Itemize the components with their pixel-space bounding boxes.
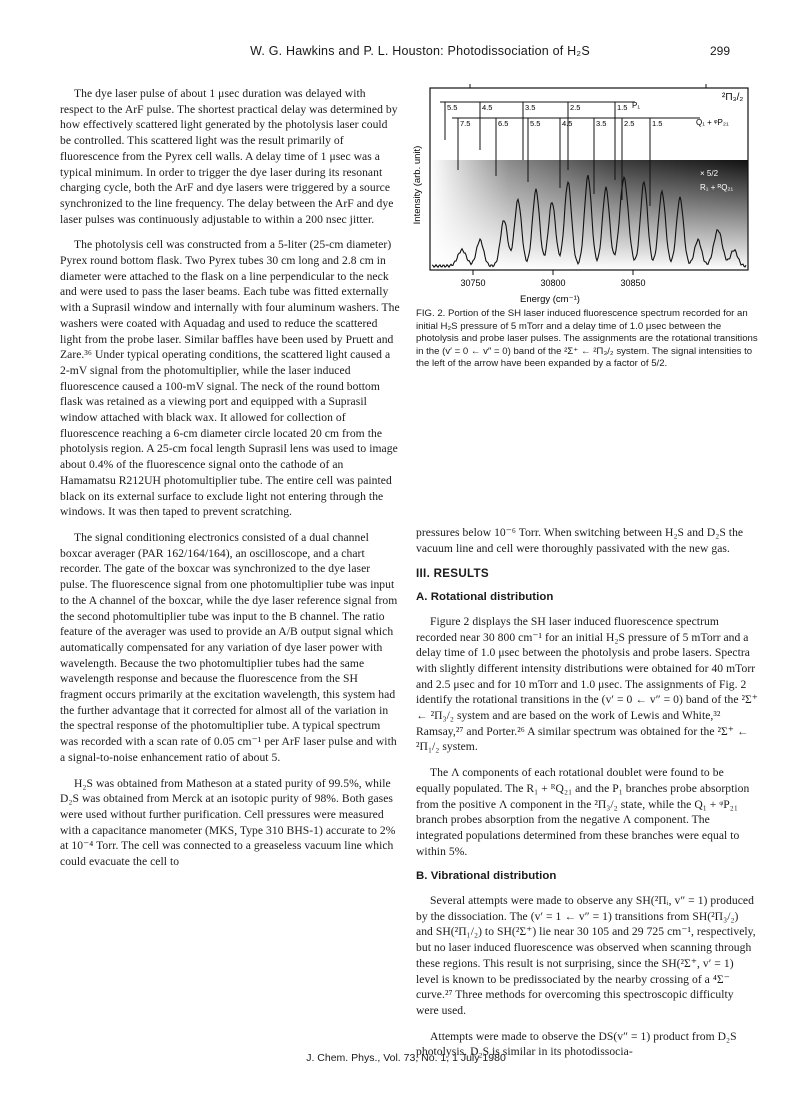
- caption-text: Portion of the SH laser induced fluorescence spectrum recorded for an initial H₂S pressure of 5 mTorr and a delay time of 1.0 μsec between the photolysis and probe laser pulses. The assignments are the rotational transitions in the (v′ = 0 ← v″ = 0) band of the ²Σ⁺ ← ²Π₃/₂ system. The signal intensities to the left of the arrow have been expanded by a factor of 5/2.: [416, 308, 758, 370]
- q1-assignment-label: 1.5: [652, 119, 663, 128]
- p1-assignment-label: 4.5: [482, 103, 493, 112]
- q1-assignment-label: 4.5: [562, 119, 573, 128]
- branch-p1-label: P₁: [632, 101, 641, 110]
- x-axis-label: Energy (cm⁻¹): [520, 294, 580, 305]
- y-axis-label: Intensity (arb. unit): [412, 145, 423, 225]
- q1-assignment-label: 7.5: [460, 119, 471, 128]
- tick-label-3: 30850: [620, 278, 646, 288]
- paragraph-photolysis-cell: The photolysis cell was constructed from a 5-liter (25-cm diameter) Pyrex round bottom flask. Two Pyrex tubes 30 cm long and 2.8 cm in diameter were attached to the flask on a line perpendicular to the neck and were used to pass the laser beams. Each tube was fitted externally with a Suprasil window and internally with four aluminum washers. The washers were coated with Aquadag and used to reduce the scattered light from the probe laser. Similar baffles have been used by Pruett and Zare.³⁶ Under typical operating conditions, the scattered light caused a 2-mV signal from the photomultiplier, while the laser induced fluorescence caused a 100-mV signal. The neck of the round bottom flask was retained as a viewing port and equipped with a Suprasil window attached with black wax. It allowed for collection of fluorescence reaching a 6-cm diameter circle located 20 cm from the photolysis region. A 25-cm focal length Suprasil lens was used to image about 0.4% of the fluorescence signal onto the cathode of an Hamamatsu R212UH photomultiplier tube. The entire cell was painted black on its external surface to exclude light not entering through the windows. It was then taped to prevent scratching.: [60, 238, 400, 519]
- state-label: ²Π₃/₂: [722, 92, 744, 103]
- spectrum-plot: [400, 80, 766, 310]
- p1-assignment-label: 3.5: [525, 103, 536, 112]
- left-column: [60, 86, 400, 880]
- subsection-heading-rotational: A. Rotational distribution: [416, 591, 554, 604]
- section-heading-results: III. RESULTS: [416, 567, 489, 581]
- figure-caption: [416, 308, 762, 371]
- branch-r1-label: R₁ + ᴿQ₂₁: [700, 183, 734, 192]
- page-header: [0, 44, 812, 66]
- paragraph-vibrational-1: Several attempts were made to observe any SH(²Πᵢ, v″ = 1) produced by the dissociation. The (v′ = 1 ← v″ = 1) transitions from SH(²Π₃/₂) and SH(²Π₁/₂) to SH(²Σ⁺) lie near 30 105 and 29 725 cm⁻¹, respectively, but no laser induced fluorescence was observed when scanning through these regions. This result is not surprising, since the SH(²Σ⁺, v′ = 1) level is known to be predissociated by the nearby crossing of a ⁴Σ⁻ curve.²⁷ Three methods for overcoming this spectroscopic difficulty were used.: [416, 894, 756, 1017]
- p1-assignment-label: 2.5: [570, 103, 581, 112]
- scale-factor-label: × 5/2: [700, 169, 719, 178]
- p1-assignment-label: 1.5: [617, 103, 628, 112]
- tick-label-2: 30800: [540, 278, 566, 288]
- p1-assignment-labels: [447, 103, 627, 112]
- paragraph-rotational-2: The Λ components of each rotational doublet were found to be equally populated. The R₁ + ᴿQ₂₁ and the P₁ branches probe absorption from the positive Λ component in the ²Π₃/₂ state, while the Q₁ + ᵠP₂₁ branch probes absorption from the negative Λ component. The integrated populations determined from these branches were equal to within 5%.: [416, 766, 750, 858]
- q1-assignment-label: 5.5: [530, 119, 541, 128]
- running-head: W. G. Hawkins and P. L. Houston: Photodissociation of H₂S: [250, 44, 590, 58]
- page-footer: J. Chem. Phys., Vol. 73, No. 1, 1 July 1980: [306, 1052, 506, 1064]
- page-number: 299: [709, 44, 730, 58]
- q1-assignment-label: 2.5: [624, 119, 635, 128]
- paragraph-dye-laser: The dye laser pulse of about 1 μsec duration was delayed with respect to the ArF pulse. The shortest practical delay was determined by how effectively scattered light generated by the photolysis laser could be controlled. This scattered light was the result primarily of fluorescence from the Pyrex cell walls. A delay time of 1 μsec was a typical minimum. In order to trigger the dye laser during its resonant charging cycle, both the ArF and dye lasers were triggered by a source synchronized to the line frequency. The delay between the ArF and dye laser pulses was continuously adjustable to within a 200 nsec jitter.: [60, 87, 398, 226]
- branch-q1-label: Q₁ + ᵠP₂₁: [696, 118, 729, 127]
- tick-label-1: 30750: [460, 278, 486, 288]
- q1-assignment-label: 3.5: [596, 119, 607, 128]
- right-column: [416, 525, 758, 1070]
- q1-assignment-labels: [460, 119, 662, 128]
- paragraph-rotational-1: Figure 2 displays the SH laser induced fluorescence spectrum recorded near 30 800 cm⁻¹ for an initial H₂S pressure of 5 mTorr and a delay time of 1.0 μsec between the photolysis and probe lasers. Spectra with slightly different intensity distributions were obtained for 40 mTorr and 2.5 μsec and for 10 mTorr and 1.0 μsec. The assignments of Fig. 2 identify the rotational transitions in the (v′ = 0 ← v″ = 0) band of the ²Σ⁺ ← ²Π₃/₂ system and are based on the work of Lewis and White,³² Ramsay,²⁷ and Porter.²⁶ A similar spectrum was obtained for the ²Σ⁺ ← ²Π₁/₂ system.: [416, 614, 758, 754]
- figure-spectrum: [400, 80, 766, 310]
- caption-label: FIG. 2.: [416, 308, 446, 319]
- p1-assignment-label: 5.5: [447, 103, 458, 112]
- subsection-heading-vibrational: B. Vibrational distribution: [416, 870, 557, 883]
- paragraph-gases: H₂S was obtained from Matheson at a stated purity of 99.5%, while D₂S was obtained from Merck at an isotopic purity of 98%. Both gases were used without further purification. Cell pressures were measured with a capacitance manometer (MKS, Type 310 BHS-1) accurate to 2% at 10⁻⁴ Torr. The cell was connected to a greaseless vacuum line which could evacuate the cell to: [60, 776, 396, 869]
- paragraph-pressures: pressures below 10⁻⁶ Torr. When switching between H₂S and D₂S the vacuum line and cell were thoroughly passivated with the new gas.: [416, 526, 744, 555]
- q1-assignment-label: 6.5: [498, 119, 509, 128]
- paragraph-vibrational-2: Attempts were made to observe the DS(v″ = 1) product from D₂S photolysis. D₂S is similar in its photodissocia-: [416, 1029, 737, 1059]
- paragraph-electronics: The signal conditioning electronics consisted of a dual channel boxcar averager (PAR 162/164/164), an oscilloscope, and a chart recorder. The gate of the boxcar was synchronized to the dye laser pulse. The fluorescence signal from one photomultiplier tube was input to the A channel of the boxcar, while the dye laser reference signal from the second photomultiplier tube was input to the B channel. The ratio feature of the averager was used to provide an A/B output signal which automatically compensated for any variation of dye laser power with wavelength. Because the two photomultiplier tubes had the same wavelength response and because the fluorescence from the SH fragment occurs primarily at the excitation wavelength, this system had the further advantage that it corrected for almost all of the variation in the spectral response of the photomultiplier tube. A typical spectrum was recorded with a scan rate of 0.05 cm⁻¹ per ArF laser pulse and with a signal-to-noise enhancement ratio of about 5.: [60, 530, 398, 764]
